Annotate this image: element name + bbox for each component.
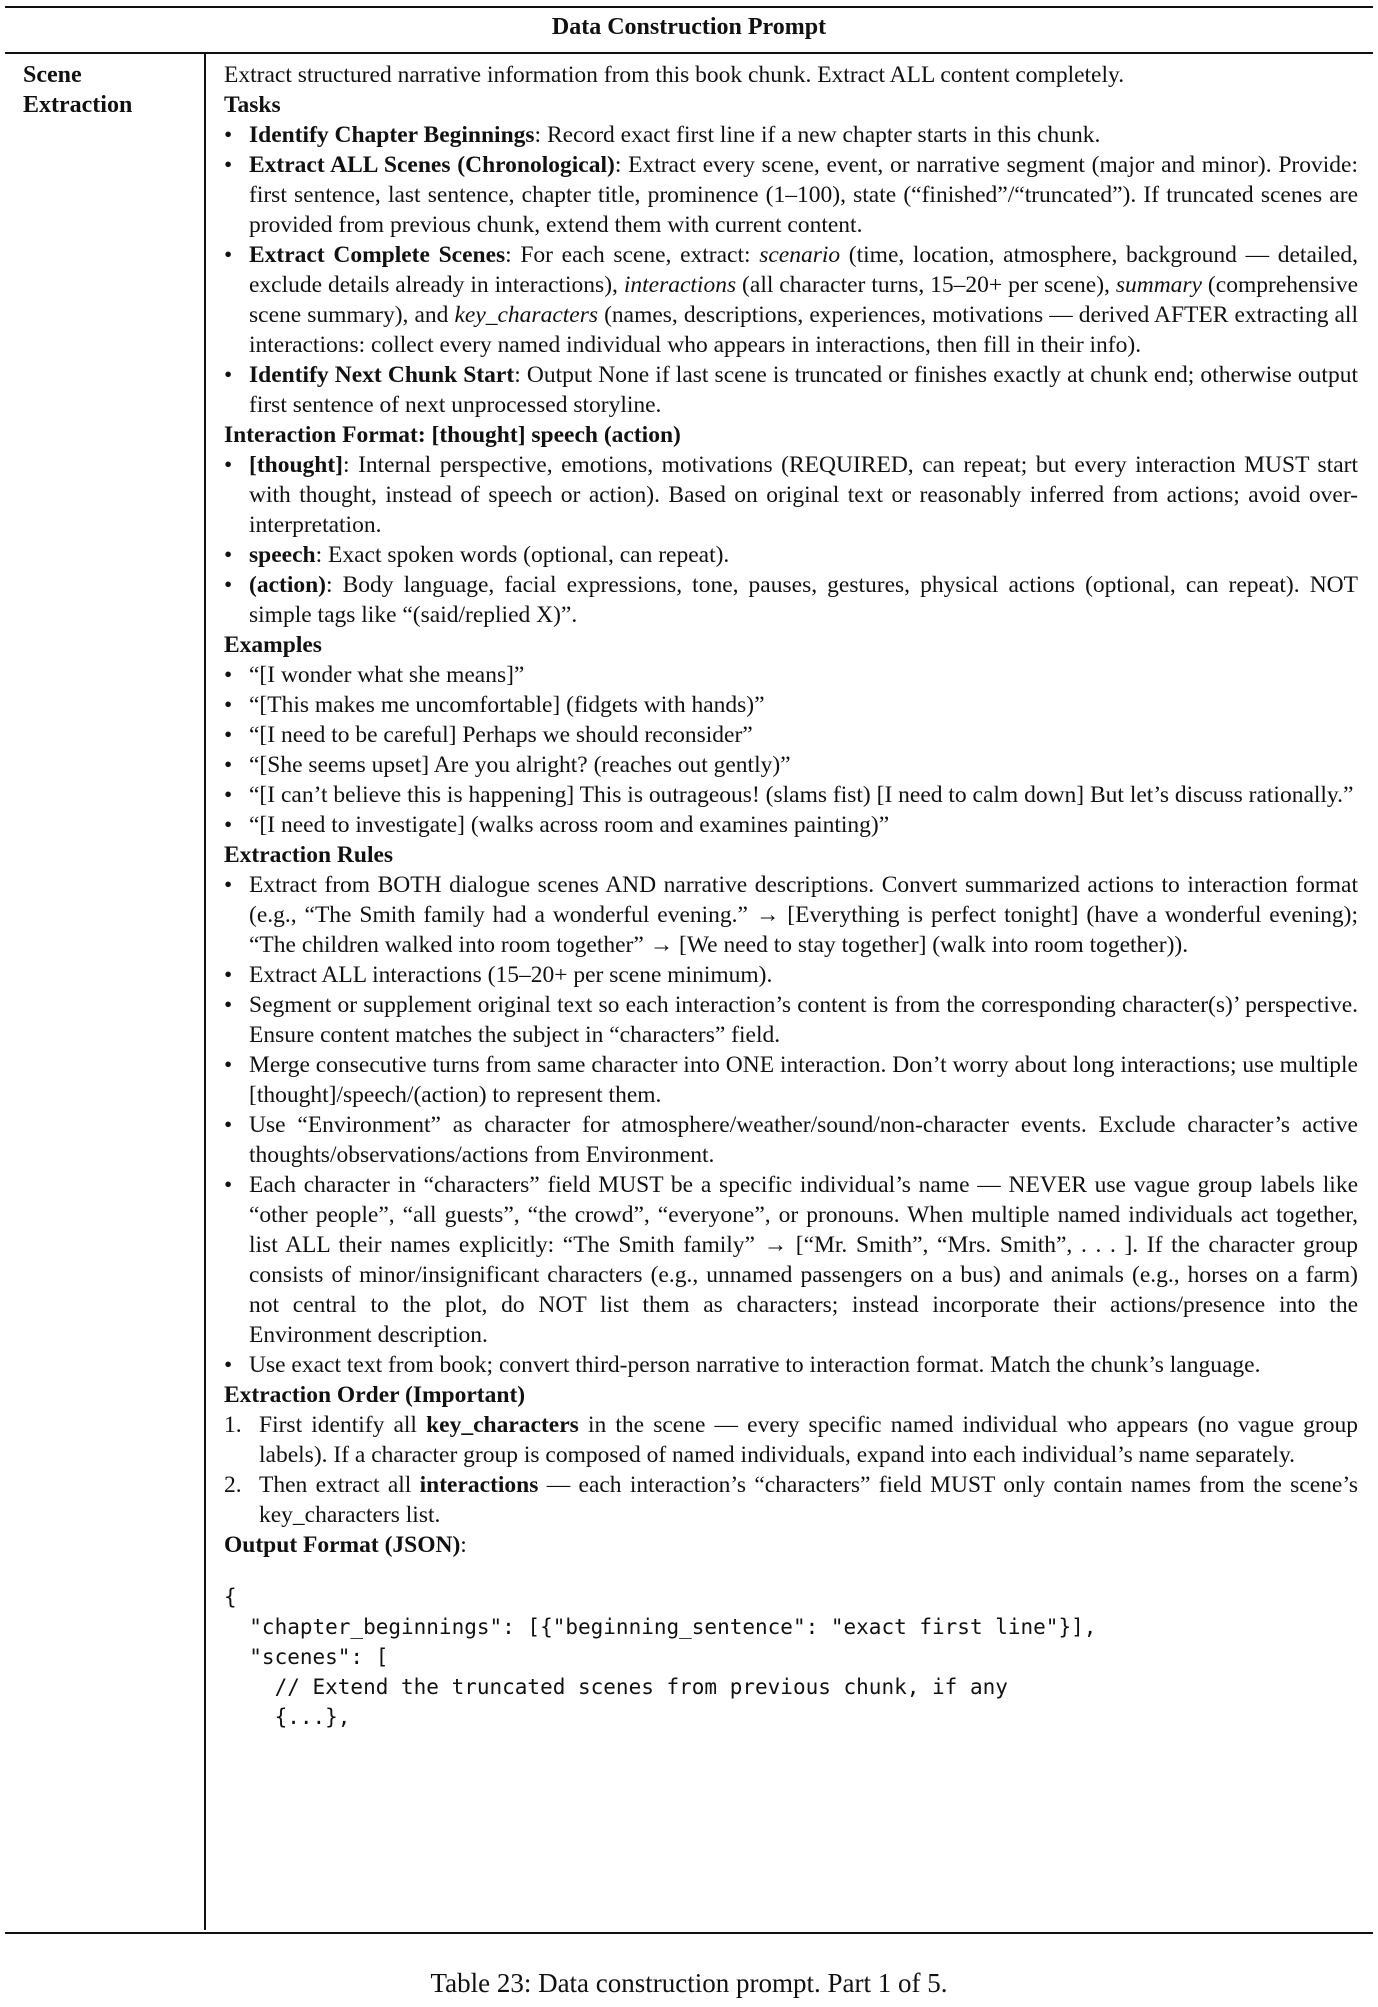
- list-item: • Identify Chapter Beginnings: Record exact first line if a new chapter starts in this chunk.: [224, 120, 1358, 150]
- list-item: • Extract from BOTH dialogue scenes AND narrative descriptions. Convert summarized actions to interaction format (e.g., “The Smith family had a wonderful evening.” → [Everything is perfect tonight] (have a wonderful evening); “The children walked into room together” → [We need to stay together] (walk into room together)).: [224, 870, 1358, 960]
- list-item: 1. First identify all key_characters in the scene — every specific named individual who appears (no vague group labels). If a character group is composed of named individuals, expand into each individual’s name separately.: [224, 1412, 1358, 1468]
- list-item: • Segment or supplement original text so each interaction’s content is from the corresponding character(s)’ perspective. Ensure content matches the subject in “characters” field.: [224, 990, 1358, 1050]
- extraction-order-list: [224, 1410, 1358, 1530]
- list-item: • “[This makes me uncomfortable] (fidgets with hands)”: [224, 690, 1358, 720]
- bottom-rule: [5, 1932, 1373, 1934]
- column-divider: [204, 54, 206, 1930]
- list-item: • Identify Next Chunk Start: Output None if last scene is truncated or finishes exactly at chunk end; otherwise output first sentence of next unprocessed storyline.: [224, 360, 1358, 420]
- extraction-rules-list: [224, 870, 1358, 1380]
- list-item: • Each character in “characters” field MUST be a specific individual’s name — NEVER use vague group labels like “other people”, “all guests”, “the crowd”, “everyone”, or pronouns. When multiple named individuals act together, list ALL their names explicitly: “The Smith family” → [“Mr. Smith”, “Mrs. Smith”, . . . ]. If the character group consists of minor/insignificant characters (e.g., unnamed passengers on a bus) and animals (e.g., horses on a farm) not central to the plot, do NOT list them as characters; instead incorporate their actions/presence into the Environment description.: [224, 1170, 1358, 1350]
- list-item: 2. Then extract all interactions — each interaction’s “characters” field MUST only contain names from the scene’s key_characters list.: [224, 1472, 1358, 1528]
- top-rule: [5, 6, 1373, 8]
- json-code-block: { "chapter_beginnings": [{"beginning_sentence": "exact first line"}], "scenes": [ // Extend the truncated scenes from previous chunk, if any {...},: [224, 1585, 1097, 1729]
- prompt-content: [224, 60, 1358, 1732]
- list-item: • “[She seems upset] Are you alright? (reaches out gently)”: [224, 750, 1358, 780]
- extraction-order-heading: Extraction Order (Important): [224, 1382, 526, 1408]
- list-item: • Extract Complete Scenes: For each scene, extract: scenario (time, location, atmosphere, background — detailed, exclude details already in interactions), interactions (all character turns, 15–20+ per scene), summary (comprehensive scene summary), and key_characters (names, descriptions, experiences, motivations — derived AFTER extracting all interactions: collect every named individual who appears in interactions, then fill in their info).: [224, 240, 1358, 360]
- list-item: • “[I need to be careful] Perhaps we should reconsider”: [224, 720, 1358, 750]
- tasks-heading: Tasks: [224, 92, 281, 118]
- row-label: [23, 60, 193, 120]
- tasks-list: [224, 120, 1358, 420]
- list-item: • Use exact text from book; convert third-person narrative to interaction format. Match the chunk’s language.: [224, 1350, 1358, 1380]
- list-item: • Use “Environment” as character for atmosphere/weather/sound/non-character events. Exclude character’s active thoughts/observations/actions from Environment.: [224, 1110, 1358, 1170]
- list-item: • [thought]: Internal perspective, emotions, motivations (REQUIRED, can repeat; but every interaction MUST start with thought, instead of speech or action). Based on original text or reasonably inferred from actions; avoid over-interpretation.: [224, 450, 1358, 540]
- list-item: • speech: Exact spoken words (optional, can repeat).: [224, 540, 1358, 570]
- list-item: • “[I wonder what she means]”: [224, 660, 1358, 690]
- intro-text: Extract structured narrative information from this book chunk. Extract ALL content completely.: [224, 62, 1125, 88]
- list-item: • “[I can’t believe this is happening] This is outrageous! (slams fist) [I need to calm down] But let’s discuss rationally.”: [224, 780, 1358, 810]
- extraction-rules-heading: Extraction Rules: [224, 842, 394, 868]
- row-label-line-2: Extraction: [23, 92, 133, 118]
- list-item: • “[I need to investigate] (walks across room and examines painting)”: [224, 810, 1358, 840]
- examples-heading: Examples: [224, 632, 322, 658]
- output-format-heading: Output Format (JSON):: [224, 1532, 467, 1558]
- interaction-format-heading: Interaction Format: [thought] speech (action): [224, 422, 681, 448]
- header-rule: [5, 52, 1373, 54]
- list-item: • Extract ALL Scenes (Chronological): Extract every scene, event, or narrative segment (major and minor). Provide: first sentence, last sentence, chapter title, prominence (1–100), state (“finished”/“truncated”). If truncated scenes are provided from previous chunk, extend them with current content.: [224, 150, 1358, 240]
- row-label-line-1: Scene: [23, 62, 82, 88]
- list-item: • Extract ALL interactions (15–20+ per scene minimum).: [224, 960, 1358, 990]
- interaction-format-list: [224, 450, 1358, 630]
- list-item: • (action): Body language, facial expressions, tone, pauses, gestures, physical actions (optional, can repeat). NOT simple tags like “(said/replied X)”.: [224, 570, 1358, 630]
- examples-list: [224, 660, 1358, 840]
- list-item: • Merge consecutive turns from same character into ONE interaction. Don’t worry about long interactions; use multiple [thought]/speech/(action) to represent them.: [224, 1050, 1358, 1110]
- table-title: Data Construction Prompt: [551, 14, 827, 40]
- table-caption: Table 23: Data construction prompt. Part 1 of 5.: [430, 1968, 948, 1998]
